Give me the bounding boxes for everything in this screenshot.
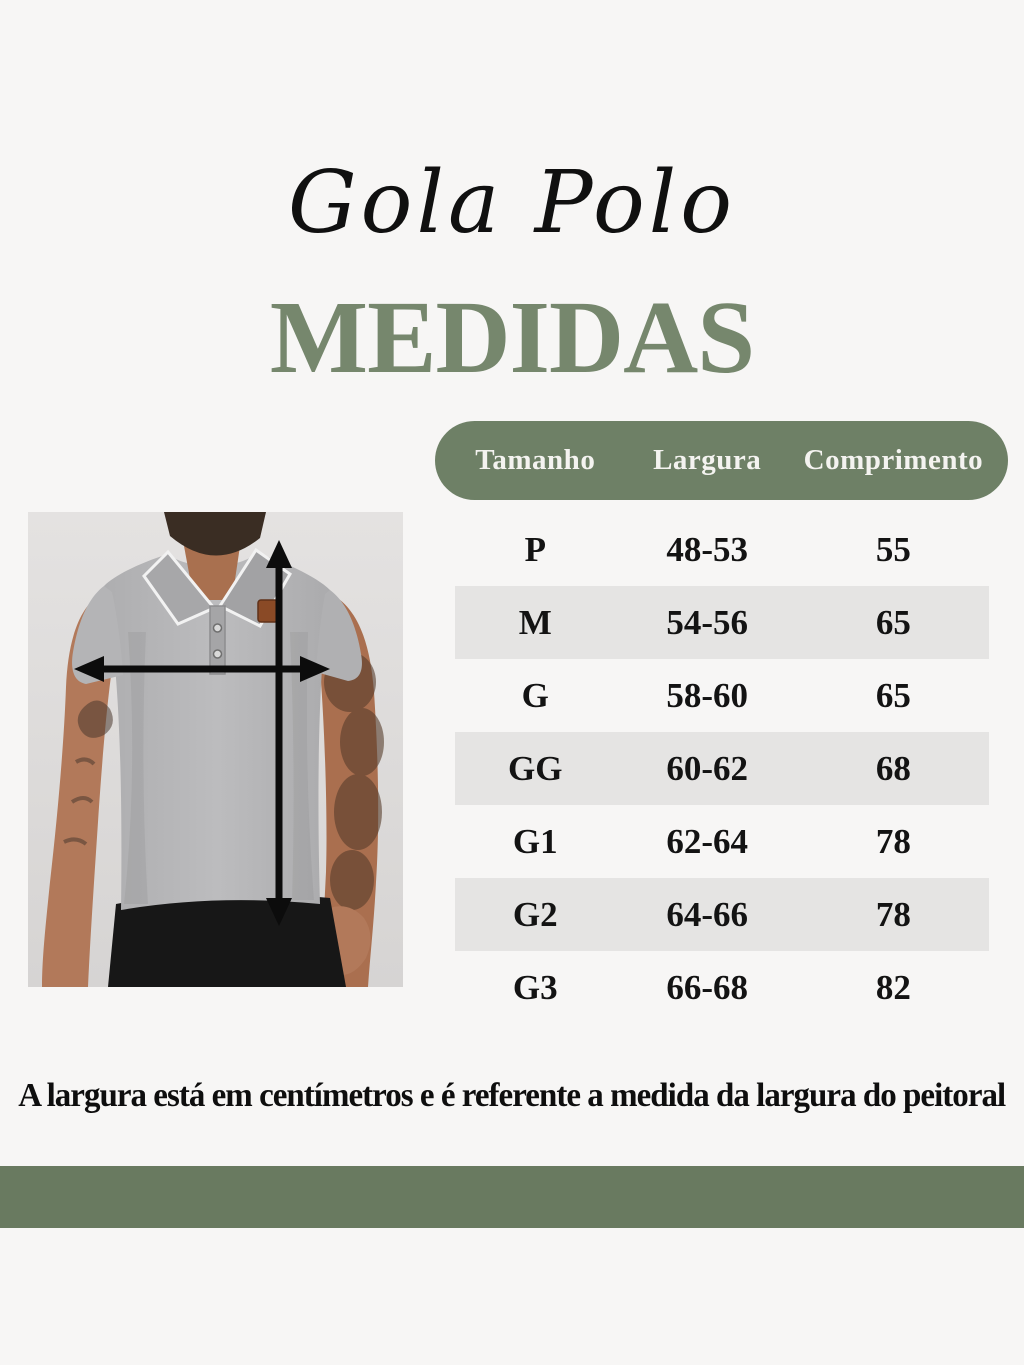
pants bbox=[108, 893, 346, 987]
cell-tamanho: P bbox=[524, 529, 546, 569]
table-row bbox=[435, 878, 1008, 951]
table-row bbox=[435, 732, 1008, 805]
cell-comprimento: 55 bbox=[875, 529, 911, 569]
cell-largura: 60-62 bbox=[666, 748, 748, 788]
cell-comprimento: 65 bbox=[875, 675, 911, 715]
polo-shirt-photo-illustration bbox=[28, 512, 403, 987]
cell-comprimento: 82 bbox=[875, 967, 911, 1007]
cell-tamanho: G2 bbox=[512, 894, 558, 934]
button bbox=[214, 624, 222, 632]
cell-tamanho: GG bbox=[508, 748, 563, 788]
cell-comprimento: 78 bbox=[875, 821, 911, 861]
cell-largura: 64-66 bbox=[666, 894, 748, 934]
table-row bbox=[435, 805, 1008, 878]
table-row bbox=[435, 951, 1008, 1024]
cell-largura: 54-56 bbox=[666, 602, 748, 642]
cell-largura: 62-64 bbox=[666, 821, 748, 861]
script-title: Gola Polo bbox=[287, 153, 737, 253]
cell-largura: 58-60 bbox=[666, 675, 748, 715]
cell-comprimento: 78 bbox=[875, 894, 911, 934]
column-header-largura: Largura bbox=[653, 444, 762, 476]
chest-logo-patch bbox=[258, 600, 278, 622]
column-header-comprimento: Comprimento bbox=[803, 444, 984, 476]
measurement-note-text: A largura está em centímetros e é referente a medida da largura do peitoral bbox=[18, 1077, 1006, 1114]
size-table bbox=[435, 421, 1008, 1024]
cell-tamanho: G1 bbox=[512, 821, 558, 861]
cell-largura: 66-68 bbox=[666, 967, 748, 1007]
cell-comprimento: 65 bbox=[875, 602, 911, 642]
cell-tamanho: M bbox=[518, 602, 552, 642]
footer-accent-bar bbox=[0, 1166, 1024, 1228]
size-table-header bbox=[435, 421, 1008, 500]
measurement-note bbox=[0, 1068, 1024, 1124]
size-table-body bbox=[435, 513, 1008, 1024]
table-row bbox=[435, 586, 1008, 659]
cell-largura: 48-53 bbox=[666, 529, 748, 569]
cell-tamanho: G3 bbox=[512, 967, 558, 1007]
page-title: MEDIDAS bbox=[269, 280, 755, 395]
button-placket bbox=[210, 606, 225, 674]
table-row bbox=[435, 659, 1008, 732]
button bbox=[214, 650, 222, 658]
column-header-tamanho: Tamanho bbox=[475, 444, 596, 476]
cell-comprimento: 68 bbox=[875, 748, 911, 788]
cell-tamanho: G bbox=[521, 675, 549, 715]
table-row bbox=[435, 513, 1008, 586]
polo-shirt-photo bbox=[28, 512, 403, 987]
